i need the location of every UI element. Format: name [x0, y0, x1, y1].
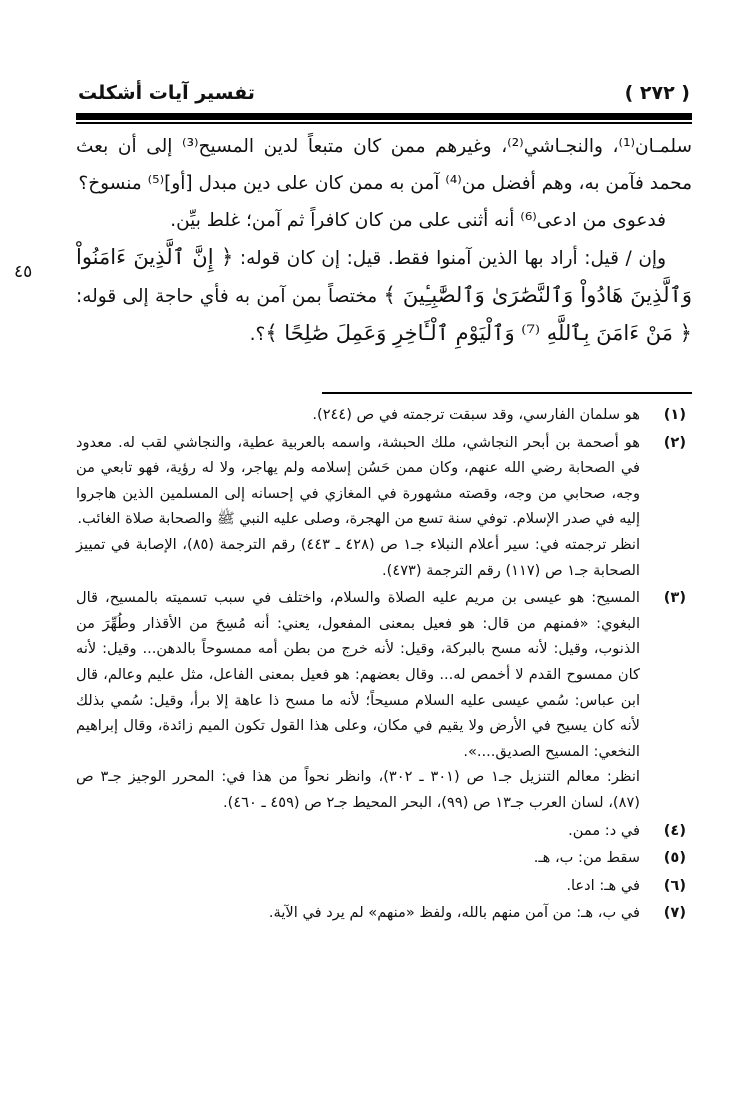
footnote-body: [76, 845, 640, 871]
main-paragraph-3-text-c: ؟.: [249, 324, 266, 345]
footnote: [76, 900, 692, 926]
main-paragraph-3-text-b: مختصاً بمن آمن به فأي حاجة إلى قوله:: [76, 286, 384, 307]
footnote: [76, 402, 692, 428]
header-rule-thin: [76, 122, 692, 124]
footnote-reference: انظر: معالم التنزيل جـ١ ص (٣٠١ ـ ٣٠٢)، وانظر نحواً من هذا في: المحرر الوجيز جـ٣ ص (٨٧)، لسان العرب جـ١٣ ص (٩٩)، البحر المحيط جـ٢ ص (٤٥٩ ـ ٤٦٠).: [76, 768, 640, 811]
footnote-separator: [322, 392, 692, 394]
footnote-text: سقط من: ب، هـ.: [533, 849, 640, 867]
margin-page-number: ٤٥: [14, 262, 33, 282]
footnote-text: هو سلمان الفارسي، وقد سبقت ترجمته في ص (٢٤٤).: [312, 406, 640, 423]
footnote-body: [76, 430, 640, 584]
footnote-reference: انظر ترجمته في: سير أعلام النبلاء جـ١ ص (٤٢٨ ـ ٤٤٣) رقم الترجمة (٨٥)، الإصابة في تمييز الصحابة جـ١ ص (١١٧) رقم الترجمة (٤٧٣).: [76, 535, 641, 579]
header-rule-thick: [76, 113, 692, 120]
footnote-text: في د: ممن.: [568, 821, 640, 839]
footnote-number: (٣): [663, 589, 686, 607]
main-text: [76, 128, 692, 353]
footnote-body: [76, 402, 640, 428]
quran-verse-1: ﴿ إِنَّ ٱلَّذِينَ ءَامَنُواْ وَٱلَّذِينَ هَادُواْ وَٱلنَّصَٰرَىٰ وَٱلصَّٰبِـِٔينَ ﴾: [76, 245, 693, 307]
footnote: [76, 845, 692, 871]
footnote: [76, 430, 692, 584]
footnote-body: [76, 585, 640, 815]
footnote: [76, 585, 692, 815]
page-number: ( ٢٧٢ ): [624, 82, 690, 104]
page-header: [78, 82, 690, 108]
footnote-number: (٦): [663, 876, 686, 894]
footnote-number: (٥): [663, 849, 686, 867]
footnotes: [76, 402, 692, 928]
footnote: [76, 873, 692, 899]
footnote-number: (٢): [663, 433, 686, 451]
book-title: تفسير آيات أشكلت: [78, 82, 255, 104]
footnote-body: [76, 818, 640, 844]
footnote-number: (٧): [663, 904, 686, 922]
main-paragraph-1: سلمـان⁽¹⁾، والنجـاشي⁽²⁾، وغيرهم ممن كان متبعاً لدين المسيح⁽³⁾ إلى أن بعث محمد فآمن به، وهم أفضل من⁽⁴⁾ آمن به ممن كان على دين مبدل [أو]⁽⁵⁾ منسوخ؟: [76, 136, 692, 194]
footnote-text: في ب، هـ: من آمن منهم بالله، ولفظ «منهم» لم يرد في الآية.: [268, 904, 640, 922]
footnote-number: (٤): [663, 821, 686, 839]
quran-verse-2: ﴿ مَنْ ءَامَنَ بِٱللَّهِ ⁽⁷⁾ وَٱلْيَوْمِ ٱلْـَٔاخِرِ وَعَمِلَ صَٰلِحًا ﴾: [265, 321, 692, 345]
footnote-text: هو أصحمة بن أبحر النجاشي، ملك الحبشة، واسمه بالعربية عطية، والنجاشي لقب له. معدود في الصحابة رضي الله عنهم، وكان ممن حَسُن إسلامه ولم يهاجر، ولا له رؤية، فهو تابعي من وجه، صحابي من وجه، وقصته مشهورة في المغازي في إحسانه إلى المسلمين الذين هاجروا إليه في صدر الإسلام. توفي سنة تسع من الهجرة، وصلى عليه النبي ﷺ والصحابة صلاة الغائب.: [76, 433, 640, 528]
main-paragraph-3-text-a: وإن / قيل: أراد بها الذين آمنوا فقط. قيل: إن كان قوله:: [233, 248, 667, 269]
footnote-body: [76, 900, 640, 926]
main-paragraph-2: فدعوى من ادعى⁽⁶⁾ أنه أثنى على من كان كافراً ثم آمن؛ غلط بيِّن.: [170, 210, 666, 231]
footnote: [76, 818, 692, 844]
footnote-body: [76, 873, 640, 899]
main-paragraph-3: [76, 239, 692, 353]
footnote-text: المسيح: هو عيسى بن مريم عليه الصلاة والسلام، واختلف في سبب تسميته بالمسيح، قال البغوي: «فمنهم من قال: هو فعيل بمعنى المفعول، يعني: أنه مُسِحَ من الأقذار وطُهِّرَ من الذنوب، وقيل: لأنه مسح بالبركة، وقيل: لأنه خرج من بطن أمه ممسوحاً بالدهن... وقيل: لأنه كان ممسوح القدم لا أخمص له... وقال بعضهم: هو فعيل بمعنى الفاعل، مثل عليم وعالم، قال ابن عباس: سُمي عيسى عليه السلام مسيحاً؛ لأنه ما مسح ذا عاهة إلا برأ، وقيل: سُمي بذلك لأنه كان يسيح في الأرض ولا يقيم في مكان، وعلى هذا القول تكون الميم زائدة، وقال إبراهيم النخعي: المسيح الصديق....».: [76, 589, 640, 760]
footnote-text: في هـ: ادعا.: [566, 876, 640, 894]
footnote-number: (١): [663, 406, 686, 423]
